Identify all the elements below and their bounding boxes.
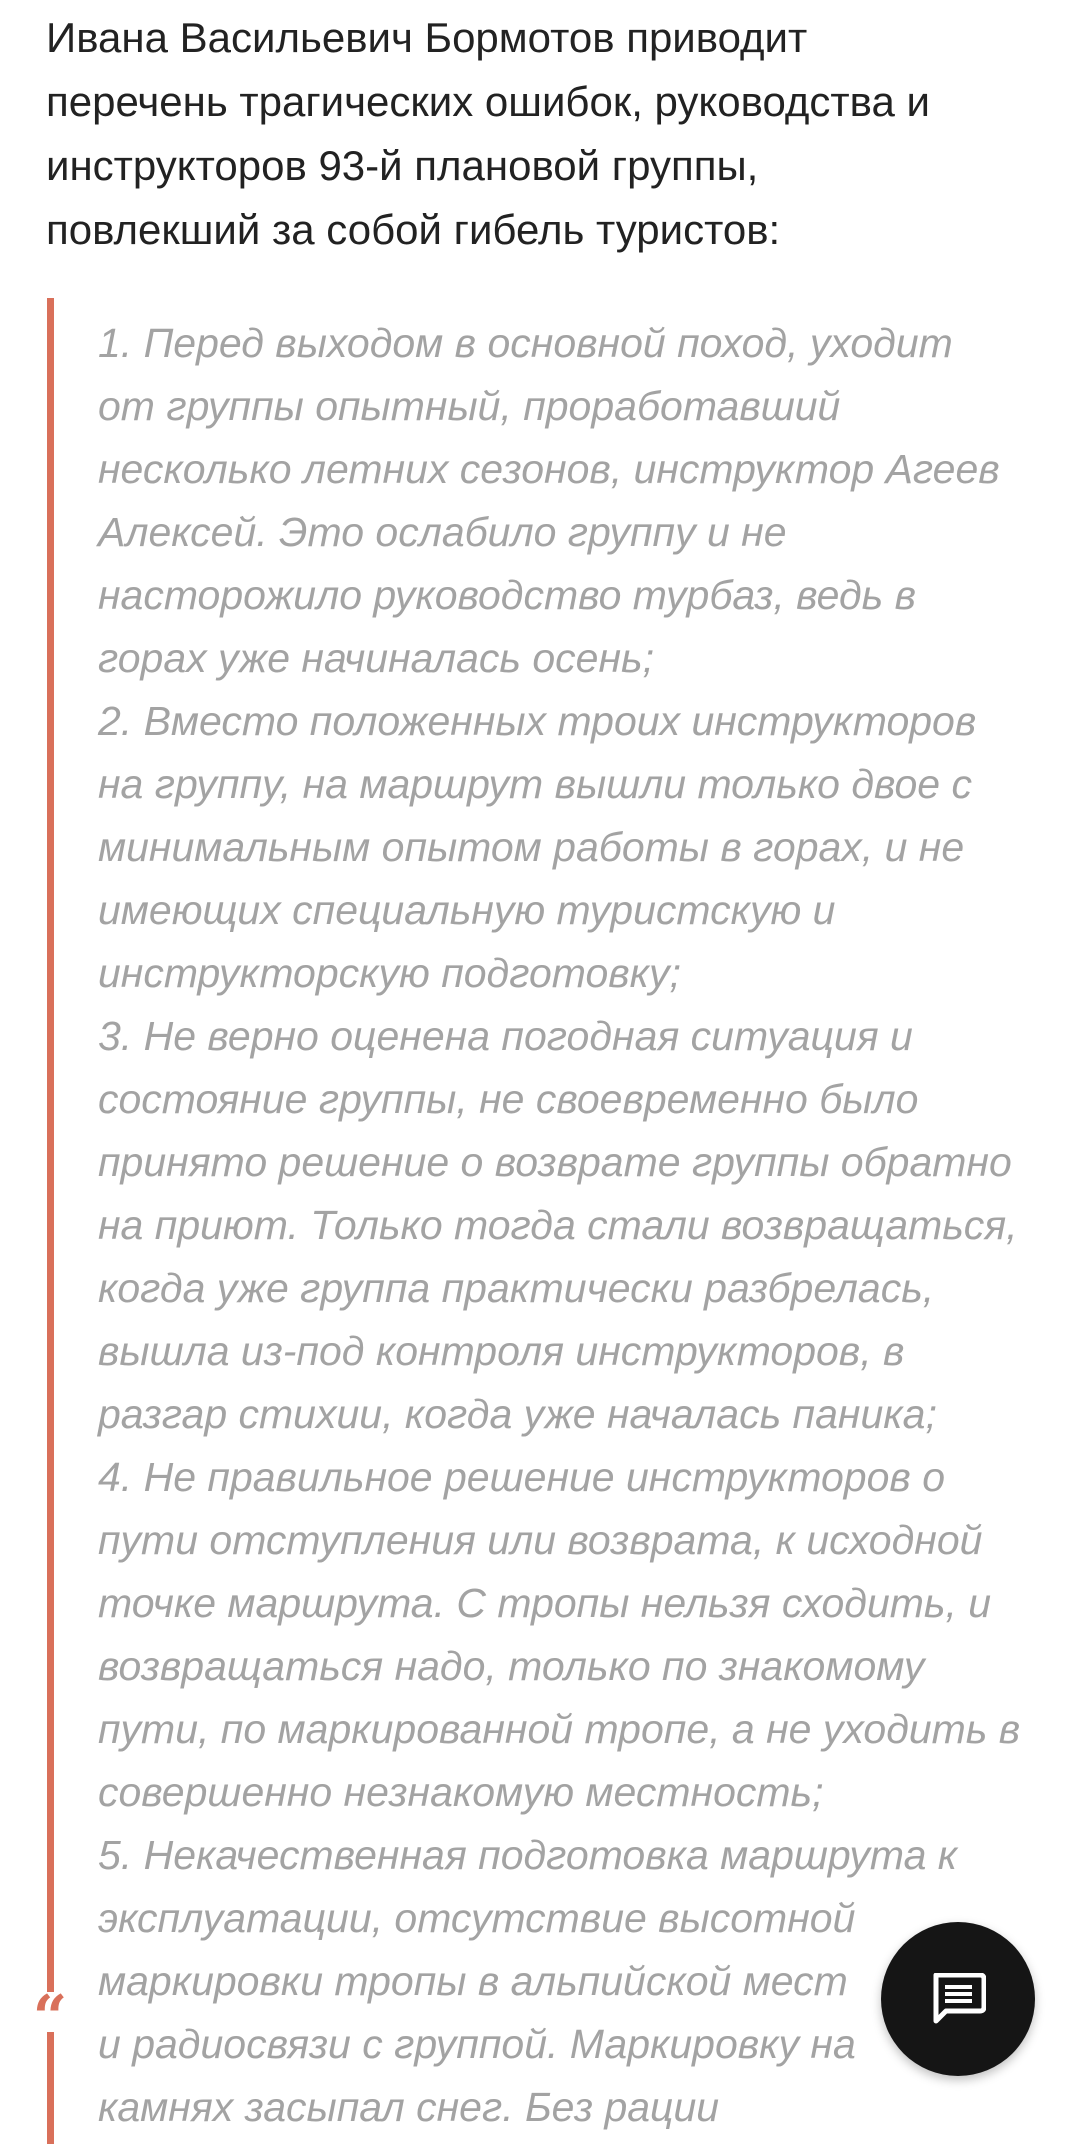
quote-line: 2. Вместо положенных троих инструкторов <box>98 698 977 744</box>
quote-mark-icon <box>32 1992 68 2032</box>
quote-line: возвращаться надо, только по знакомому <box>98 1643 925 1689</box>
quote-line: 3. Не верно оценена погодная ситуация и <box>98 1013 913 1059</box>
quote-line: 1. Перед выходом в основной поход, уходит <box>98 320 953 366</box>
quote-line: разгар стихии, когда уже началась паника; <box>98 1391 937 1437</box>
quote-line: на приют. Только тогда стали возвращаться, <box>98 1202 1018 1248</box>
quote-line: совершенно незнакомую местность; <box>98 1769 824 1815</box>
blockquote-border <box>47 298 54 2144</box>
quote-line: состояние группы, не своевременно было <box>98 1076 919 1122</box>
blockquote <box>98 312 1058 2139</box>
quote-line: имеющих специальную туристскую и <box>98 887 836 933</box>
intro-line: инструкторов 93-й плановой группы, <box>46 142 759 189</box>
quote-line: на группу, на маршрут вышли только двое с <box>98 761 972 807</box>
intro-line: повлекший за собой гибель туристов: <box>46 206 781 253</box>
quote-line: несколько летних сезонов, инструктор Агеев <box>98 446 1000 492</box>
chat-icon <box>930 1973 986 2025</box>
quote-line: горах уже начиналась осень; <box>98 635 654 681</box>
quote-line: 4. Не правильное решение инструкторов о <box>98 1454 946 1500</box>
quote-line: камнях засыпал снег. Без рации <box>98 2084 720 2130</box>
quote-line: инструкторскую подготовку; <box>98 950 681 996</box>
intro-line: перечень трагических ошибок, руководства и <box>46 78 930 125</box>
quote-line: когда уже группа практически разбрелась, <box>98 1265 935 1311</box>
quote-line: пути, по маркированной тропе, а не уходить в <box>98 1706 1021 1752</box>
quote-line: от группы опытный, проработавший <box>98 383 841 429</box>
quote-line: точке маршрута. С тропы нельзя сходить, и <box>98 1580 992 1626</box>
chat-button[interactable] <box>881 1922 1035 2076</box>
quote-line: пути отступления или возврата, к исходной <box>98 1517 983 1563</box>
article-intro-paragraph <box>46 6 1046 262</box>
quote-line: 5. Некачественная подготовка маршрута к <box>98 1832 958 1878</box>
quote-line: минимальным опытом работы в горах, и не <box>98 824 965 870</box>
quote-line: эксплуатации, отсутствие высотной <box>98 1895 856 1941</box>
intro-line: Ивана Васильевич Бормотов приводит <box>46 14 808 61</box>
quote-line: насторожило руководство турбаз, ведь в <box>98 572 917 618</box>
quote-line: принято решение о возврате группы обратно <box>98 1139 1012 1185</box>
quote-line: маркировки тропы в альпийской мест <box>98 1958 848 2004</box>
quote-line: и радиосвязи с группой. Маркировку на <box>98 2021 856 2067</box>
quote-line: вышла из-под контроля инструкторов, в <box>98 1328 905 1374</box>
quote-line: Алексей. Это ослабило группу и не <box>98 509 787 555</box>
quote-mark-glyph: “ <box>32 1992 68 2032</box>
